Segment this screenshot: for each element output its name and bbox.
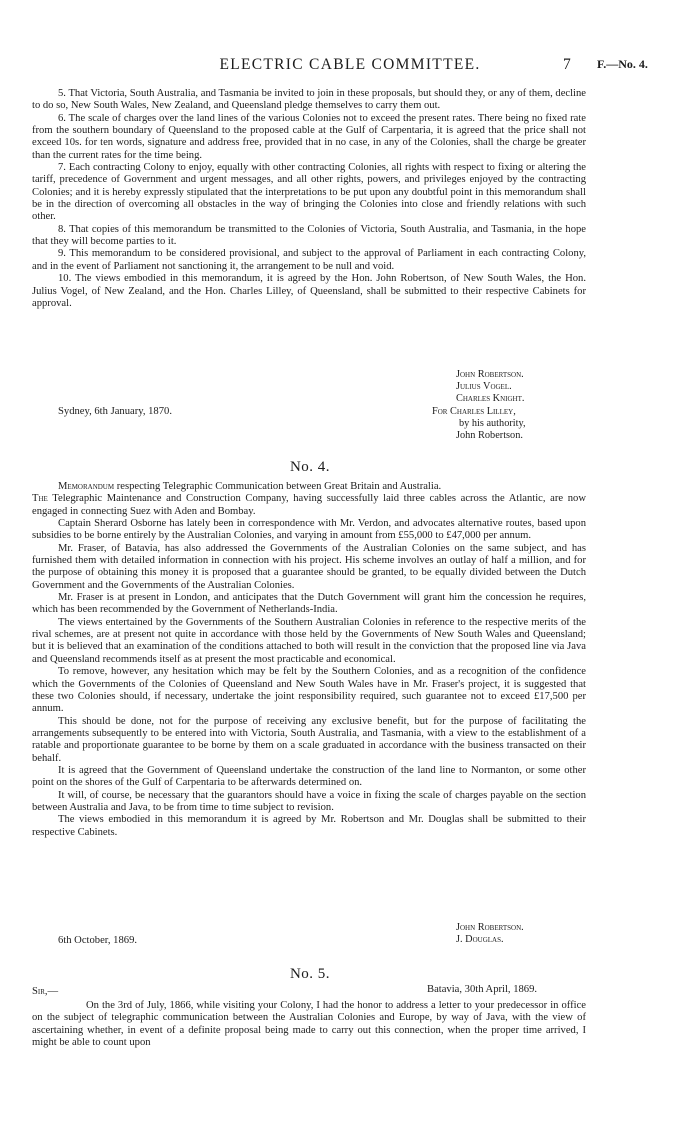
- paper-reference: F.—No. 4.: [597, 57, 648, 71]
- clause-paragraph: 8. That copies of this memorandum be transmitted to the Colonies of Victoria, South Australia, and Tasmania, in the hope that they will become parties to it.: [32, 223, 586, 248]
- memo4-paragraph: Mr. Fraser, of Batavia, has also addressed the Governments of the Australian Colonies on the same subject, and has furnished them with detailed information in connection with his project. His scheme involves an outlay of half a million, and for the purpose of obtaining this money it is proposed that a guarantee should be granted, to be equally divided between the Dutch Government and the Governments of the Australian Colonies.: [32, 542, 586, 591]
- salutation: Sir,—: [32, 986, 59, 997]
- signatory: J. Douglas.: [456, 934, 504, 946]
- page-number: 7: [563, 56, 571, 73]
- memo4-first-paragraph: [32, 493, 586, 518]
- memo4-paragraph: It is agreed that the Government of Queensland undertake the construction of the land line to Normanton, or some other point on the shores of the Gulf of Carpentaria to be afterwards determined on.: [32, 764, 586, 789]
- memo4-paragraph: To remove, however, any hesitation which may be felt by the Southern Colonies, and as a recognition of the confidence which the Governments of the Colonies of Queensland and New South Wales have in Mr. Fraser's project, it is suggested that these two Colonies should, if necessary, undertake the joint responsibility required, such guarantee not to exceed £17,500 per annum.: [32, 666, 586, 715]
- section-heading-no5: No. 5.: [289, 966, 331, 982]
- clause-paragraph: 10. The views embodied in this memorandum, it is agreed by the Hon. John Robertson, of New South Wales, the Hon. Julius Vogel, of New Zealand, and the Hon. Charles Lilley, of Queensland, shall be submitted to their respective Cabinets for approval.: [32, 273, 586, 309]
- clause-paragraph: 7. Each contracting Colony to enjoy, equally with other contracting Colonies, all rights with respect to fixing or altering the tariff, precedence of Government and urgent messages, and all other rights, powers, and privileges enjoyed by the contracting Colonies; and it is hereby expressly stipulated that the interpretations to be put upon any doubtful point in this memorandum shall be in the direction of overcoming all obstacles in the way of bringing the Colonies into close and friendly relations with such other.: [32, 162, 586, 223]
- clause-paragraph: 5. That Victoria, South Australia, and Tasmania be invited to join in these proposals, but should they, or any of them, decline to do so, New South Wales, New Zealand, and Queensland pledge themselves to carry them out.: [32, 88, 586, 112]
- letter-body: [32, 1000, 586, 1049]
- running-title: ELECTRIC CABLE COMMITTEE.: [219, 56, 481, 73]
- signatory: Julius Vogel.: [456, 381, 512, 393]
- memo4-signatures: [456, 922, 524, 946]
- signatory: For Charles Lilley,: [432, 405, 516, 417]
- memo4-title-rest: respecting Telegraphic Communication between Great Britain and Australia.: [114, 481, 442, 492]
- memo4-paragraph: Captain Sherard Osborne has lately been in correspondence with Mr. Verdon, and advocates alternative routes, based upon subsidies to be borne entirely by the Australian Colonies, and varying in amount from £55,000 to £47,000 per annum.: [32, 518, 586, 542]
- memo4-paragraph: Mr. Fraser is at present in London, and anticipates that the Dutch Government will grant him the concession he requires, which has been recommended by the Government of Netherlands-India.: [32, 592, 586, 616]
- running-header: [0, 56, 700, 76]
- memo4-title: [32, 481, 586, 493]
- memo4-first-rest: Telegraphic Maintenance and Construction Company, having successfully laid three cables across the Atlantic, are now engaged in connecting Suez with Aden and Bombay.: [32, 493, 586, 517]
- memo4-paragraph: This should be done, not for the purpose of receiving any exclusive benefit, but for the purpose of facilitating the arrangements subsequently to be entered into with Victoria, South Australia, and Tasmania, with a view to the establishment of a ratable and proportionate guarantee to be borne by them on a scale graduated in accordance with the business transacted on their behalf.: [32, 715, 586, 764]
- clause-paragraph: 6. The scale of charges over the land lines of the various Colonies not to exceed the present rates. There being no fixed rate from the southern boundary of Queensland to the proposed cable at the Gulf of Carpentaria, it is agreed that the price shall not exceed 10s. for ten words, signature and address free, provided that in no case, in any of the Colonies, shall the charge be greater than the current rates for the time being.: [32, 112, 586, 161]
- memo4-date: 6th October, 1869.: [58, 935, 138, 946]
- memo4-first-lead: The: [32, 493, 48, 505]
- memo4-paragraph: The views embodied in this memorandum it is agreed by Mr. Robertson and Mr. Douglas shall be submitted to their respective Cabinets.: [32, 814, 586, 838]
- letter-paragraph: On the 3rd of July, 1866, while visiting your Colony, I had the honor to address a letter to your predecessor in office on the subject of telegraphic communication between the Australian Colonies and Europe, by way of Java, with the view of ascertaining whether, in event of a definite proposal being made to carry out this connection, when the proper time arrived, I might be able to count upon: [32, 1000, 586, 1049]
- signatory: John Robertson.: [456, 922, 524, 933]
- memo3-place-date: Sydney, 6th January, 1870.: [58, 406, 172, 417]
- signatory: John Robertson.: [456, 369, 524, 380]
- memo4-paragraph: The views entertained by the Governments of the Southern Australian Colonies in reference to the respective merits of the rival schemes, are at present not quite in accordance with those held by the Governments of New South Wales and Queensland; but it is believed that an examination of the conditions attached to both will result in the conviction that the proposed line via Java and Queensland recommends itself as at present the most practicable and economical.: [32, 616, 586, 665]
- signatory: Charles Knight.: [456, 393, 525, 405]
- memo3-signatures: [432, 369, 526, 442]
- memo4-body: [32, 481, 586, 839]
- signatory-note: by his authority,: [459, 417, 526, 429]
- letter-place-date: Batavia, 30th April, 1869.: [427, 984, 538, 995]
- clause-paragraph: 9. This memorandum to be considered provisional, and subject to the approval of Parliament in each contracting Colony, and in the event of Parliament not sanctioning it, the arrangement to be null and void.: [32, 248, 586, 272]
- signatory: John Robertson.: [456, 430, 523, 442]
- section-heading-no4: No. 4.: [289, 459, 331, 475]
- memo4-paragraph: It will, of course, be necessary that the guarantors should have a voice in fixing the scale of charges payable on the section between Australia and Java, to be from time to time subject to revision.: [32, 789, 586, 813]
- memo3-clauses: [32, 88, 586, 310]
- memo4-title-lead: Memorandum: [58, 481, 115, 492]
